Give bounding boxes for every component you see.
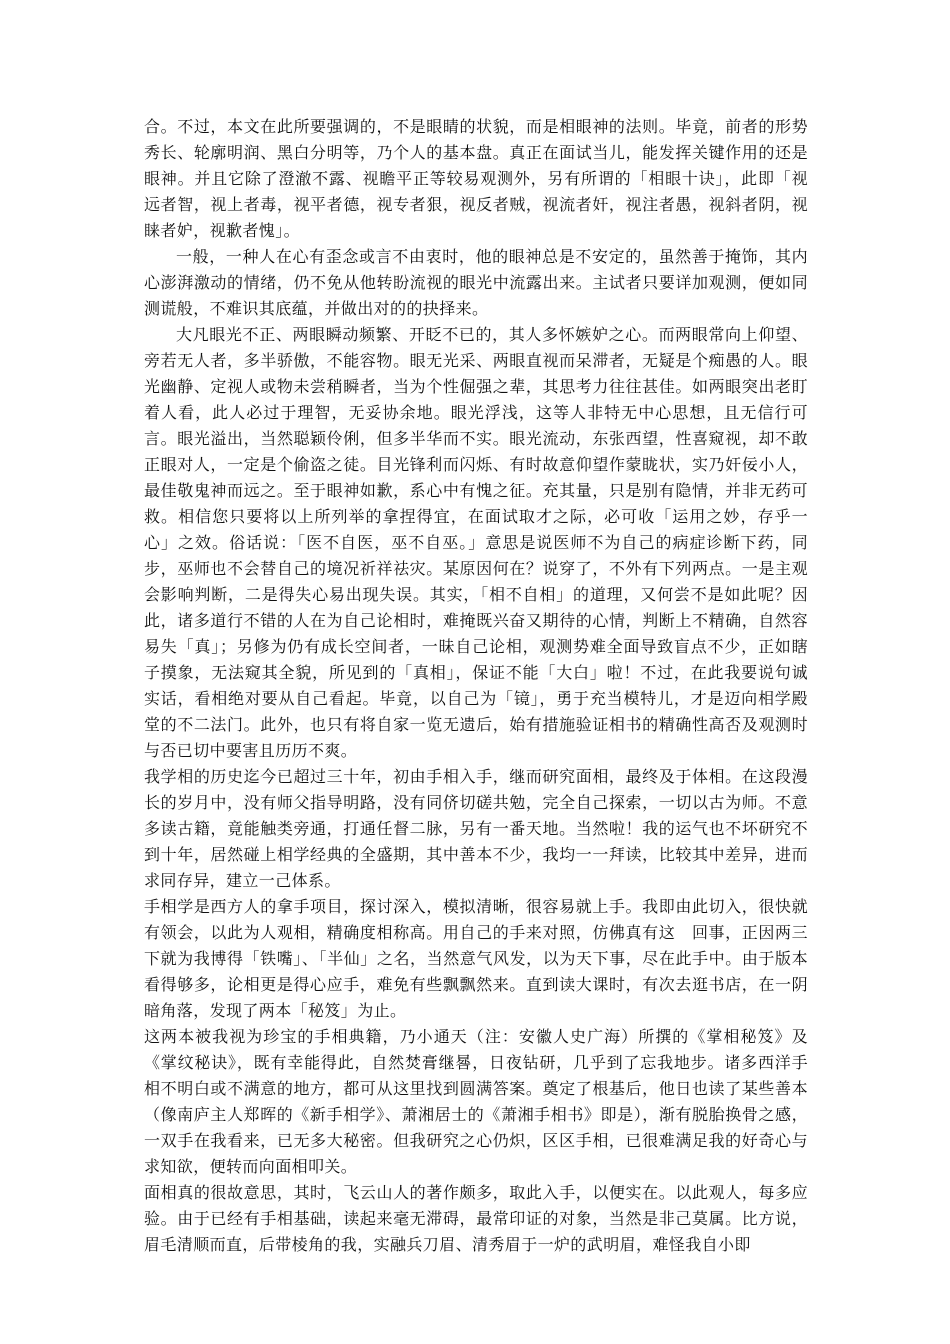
- paragraph-unsteady-gaze: 一般，一种人在心有歪念或言不由衷时，他的眼神总是不安定的，虽然善于掩饰，其内心澎湃激动的情绪，仍不免从他转盼流视的眼光中流露出来。主试者只要详加观测，便如同测谎般，不难识其底蕴，并做出对的的抉择来。: [144, 247, 808, 318]
- paragraph-gaze-types: 大凡眼光不正、两眼瞬动频繁、开眨不已的，其人多怀嫉妒之心。而两眼常向上仰望、旁若无人者，多半骄傲，不能容物。眼无光采、两眼直视而呆滞者，无疑是个痴愚的人。眼光幽静、定视人或物未尝稍瞬者，当为个性倔强之辈，其思考力往往甚佳。如两眼突出老盯着人看，此人必过于理智，无妥协余地。眼光浮浅，这等人非特无中心思想，且无信行可言。眼光溢出，当然聪颖伶俐，但多半华而不实。眼光流动，东张西望，性喜窥视，却不敢正眼对人，一定是个偷盗之徒。目光锋利而闪烁、有时故意仰望作蒙眬状，实乃奸佞小人，最佳敬鬼神而远之。至于眼神如歉，系心中有愧之征。充其量，只是别有隐情，并非无药可救。相信您只要将以上所列举的拿捏得宜，在面试取才之际，必可收「运用之妙，存乎一心」之效。俗话说：「医不自医，巫不自巫。」意思是说医师不为自己的病症诊断下药，同步，巫师也不会替自己的境况祈祥祛灾。某原因何在？说穿了，不外有下列两点。一是主观会影响判断，二是得失心易出现失误。其实，「相不自相」的道理，又何尝不是如此呢？因此，诸多道行不错的人在为自己论相时，难掩既兴奋又期待的心情，判断上不精确，自然容易失「真」；另修为仍有成长空间者，一昧自己论相，观测势难全面导致盲点不少，正如瞎子摸象，无法窥其全貌，所见到的「真相」，保证不能「大白」啦！不过，在此我要说句诚实话，看相绝对要从自己看起。毕竟，以自己为「镜」，勇于充当模特儿，才是迈向相学殿堂的不二法门。此外，也只有将自家一览无遗后，始有措施验证相书的精确性高否及观测时与否已切中要害且历历不爽。: [144, 325, 808, 760]
- paragraph-eye-reading-rules: 合。不过，本文在此所要强调的，不是眼睛的状貌，而是相眼神的法则。毕竟，前者的形势秀长、轮廓明润、黑白分明等，乃个人的基本盘。真正在面试当儿，能发挥关键作用的还是眼神。并且它除了澄澈不露、视瞻平正等较易观测外，另有所谓的「相眼十诀」，此即「视远者智，视上者毒，视平者德，视专者狠，视反者贼，视流者奸，视注者愚，视斜者阴，视睐者妒，视歉者愧」。: [144, 117, 808, 240]
- paragraph-palmistry-start: 手相学是西方人的拿手项目，探讨深入，模拟清晰，很容易就上手。我即由此切入，很快就有领会，以此为人观相，精确度相称高。用自己的手来对照，仿佛真有这 回事，正因两三下就为我博得「铁嘴」、「半仙」之名，当然意气风发，以为天下事，尽在此手中。由于版本看得够多，论相更是得心应手，难免有些飘飘然来。直到读大课时，有次去逛书店，在一阴暗角落，发现了两本「秘笈」为止。: [144, 897, 808, 1020]
- paragraph-face-reading: 面相真的很故意思，其时，飞云山人的著作颇多，取此入手，以便实在。以此观人，每多应验。由于已经有手相基础，读起来毫无滞碍，最常印证的对象，当然是非己莫属。比方说，眉毛清顺而直，后带棱角的我，实融兵刀眉、清秀眉于一炉的武明眉，难怪我自小即: [144, 1183, 808, 1254]
- paragraph-study-history: 我学相的历史迄今已超过三十年，初由手相入手，继而研究面相，最终及于体相。在这段漫长的岁月中，没有师父指导明路，没有同侪切磋共勉，完全自己探索，一切以古为师。不意多读古籍，竟能触类旁通，打通任督二脉，另有一番天地。当然啦！我的运气也不坏研究不到十年，居然碰上相学经典的全盛期，其中善本不少，我均一一拜读，比较其中差异，进而求同存异，建立一己体系。: [144, 767, 808, 890]
- document-body: [144, 114, 808, 1258]
- paragraph-palmistry-books: 这两本被我视为珍宝的手相典籍，乃小通天（注：安徽人史广海）所撰的《掌相秘笈》及《掌纹秘诀》，既有幸能得此，自然焚膏继晷，日夜钻研，几乎到了忘我地步。诸多西洋手相不明白或不满意的地方，都可从这里找到圆满答案。奠定了根基后，他日也读了某些善本（像南庐主人郑晖的《新手相学》、萧湘居士的《萧湘手相书》即是），渐有脱胎换骨之感，一双手在我看来，已无多大秘密。但我研究之心仍炽，区区手相，已很难满足我的好奇心与求知欲，便转而向面相叩关。: [144, 1027, 808, 1176]
